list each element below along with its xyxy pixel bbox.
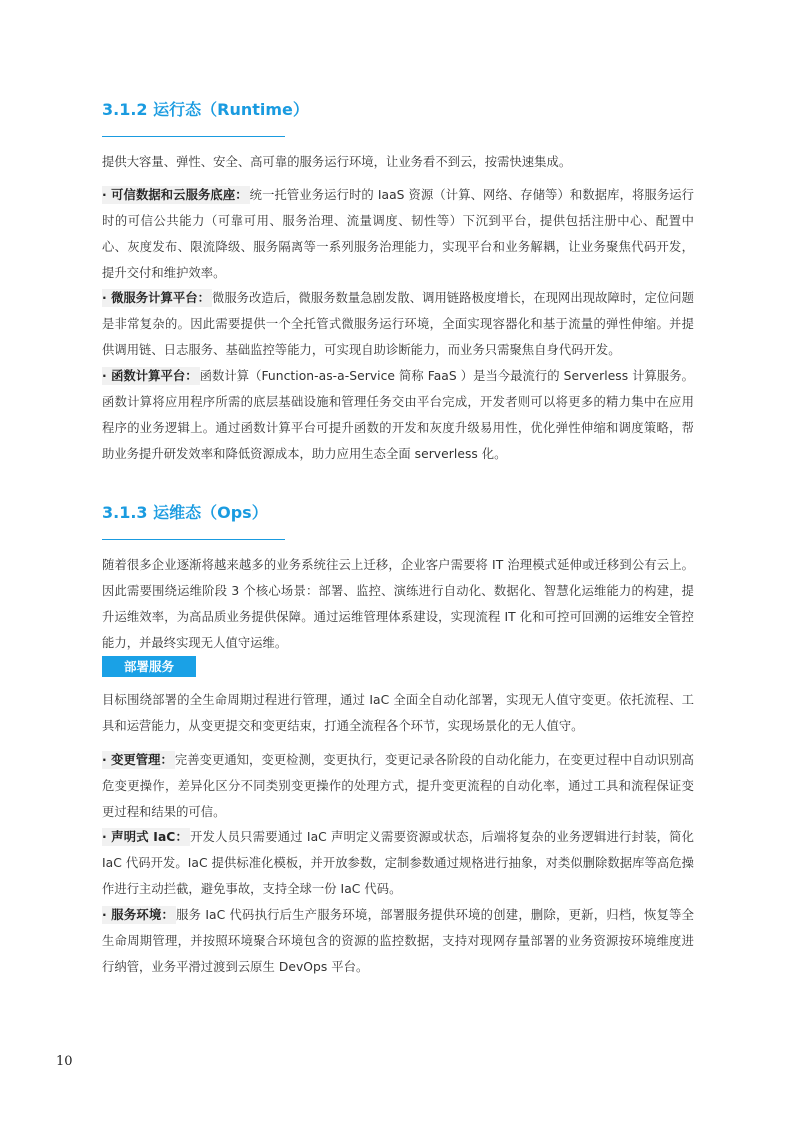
- deploy-service-intro: 目标围绕部署的全生命周期过程进行管理，通过 IaC 全面全自动化部署，实现无人值守变更。依托流程、工具和运营能力，从变更提交和变更结束，打通全流程各个环节，实现场景化的无人值守。: [102, 693, 694, 733]
- runtime-item-trusted-data: [102, 182, 694, 286]
- item-lead: · 可信数据和云服务底座：: [102, 188, 248, 202]
- deploy-service-tag: 部署服务: [102, 656, 196, 677]
- page-number: 10: [56, 1054, 73, 1069]
- ops-item-declarative-iac: [102, 824, 694, 902]
- section-rule: [102, 136, 285, 137]
- item-lead: · 变更管理：: [102, 753, 173, 767]
- item-lead: · 服务环境：: [102, 908, 175, 922]
- item-lead: · 函数计算平台：: [102, 369, 198, 383]
- section-rule: [102, 539, 285, 540]
- item-lead: · 声明式 IaC：: [102, 830, 189, 844]
- runtime-item-faas: [102, 363, 694, 467]
- item-body: 完善变更通知，变更检测，变更执行，变更记录各阶段的自动化能力，在变更过程中自动识别高危变更操作，差异化区分不同类别变更操作的处理方式，提升变更流程的自动化率，通过工具和流程保证变更过程和结果的可信。: [102, 753, 694, 819]
- item-body: 统一托管业务运行时的 IaaS 资源（计算、网络、存储等）和数据库，将服务运行时的可信公共能力（可靠可用、服务治理、流量调度、韧性等）下沉到平台，提供包括注册中心、配置中心、灰度发布、限流降级、服务隔离等一系列服务治理能力，实现平台和业务解耦，让业务聚焦代码开发，提升交付和维护效率。: [102, 188, 694, 280]
- section-heading-ops: 3.1.3 运维态（Ops）: [102, 503, 268, 522]
- ops-item-service-environment: [102, 902, 694, 980]
- item-body: 微服务改造后，微服务数量急剧发散、调用链路极度增长，在现网出现故障时，定位问题是非常复杂的。因此需要提供一个全托管式微服务运行环境，全面实现容器化和基于流量的弹性伸缩。并提供调用链、日志服务、基础监控等能力，可实现自助诊断能力，而业务只需聚焦自身代码开发。: [102, 291, 695, 357]
- runtime-item-microservice: [102, 285, 694, 363]
- item-lead: · 微服务计算平台：: [102, 291, 210, 305]
- ops-item-change-management: [102, 747, 694, 825]
- section-heading-runtime: 3.1.2 运行态（Runtime）: [102, 100, 309, 119]
- runtime-intro: 提供大容量、弹性、安全、高可靠的服务运行环境，让业务看不到云，按需快速集成。: [102, 155, 572, 169]
- item-body: 开发人员只需要通过 IaC 声明定义需要资源或状态，后端将复杂的业务逻辑进行封装，简化 IaC 代码开发。IaC 提供标准化模板，并开放参数，定制参数通过规格进行抽象，对类似删除数据库等高危操作进行主动拦截，避免事故，支持全球一份 IaC 代码。: [102, 830, 694, 896]
- item-body: 服务 IaC 代码执行后生产服务环境，部署服务提供环境的创建，删除，更新，归档，恢复等全生命周期管理，并按照环境聚合环境包含的资源的监控数据，支持对现网存量部署的业务资源按环境维度进行纳管，业务平滑过渡到云原生 DevOps 平台。: [102, 908, 694, 974]
- ops-intro: 随着很多企业逐渐将越来越多的业务系统往云上迁移，企业客户需要将 IT 治理模式延伸或迁移到公有云上。因此需要围绕运维阶段 3 个核心场景：部署、监控、演练进行自动化、数据化、智慧化运维能力的构建，提升运维效率，为高品质业务提供保障。通过运维管理体系建设，实现流程 IT 化和可控可回溯的运维安全管控能力，并最终实现无人值守运维。: [102, 558, 694, 650]
- item-body: 函数计算（Function-as-a-Service 简称 FaaS ）是当今最流行的 Serverless 计算服务。函数计算将应用程序所需的底层基础设施和管理任务交由平台完成，开发者则可以将更多的精力集中在应用程序的业务逻辑上。通过函数计算平台可提升函数的开发和灰度升级易用性，优化弹性伸缩和调度策略，帮助业务提升研发效率和降低资源成本，助力应用生态全面 serverless 化。: [102, 369, 694, 461]
